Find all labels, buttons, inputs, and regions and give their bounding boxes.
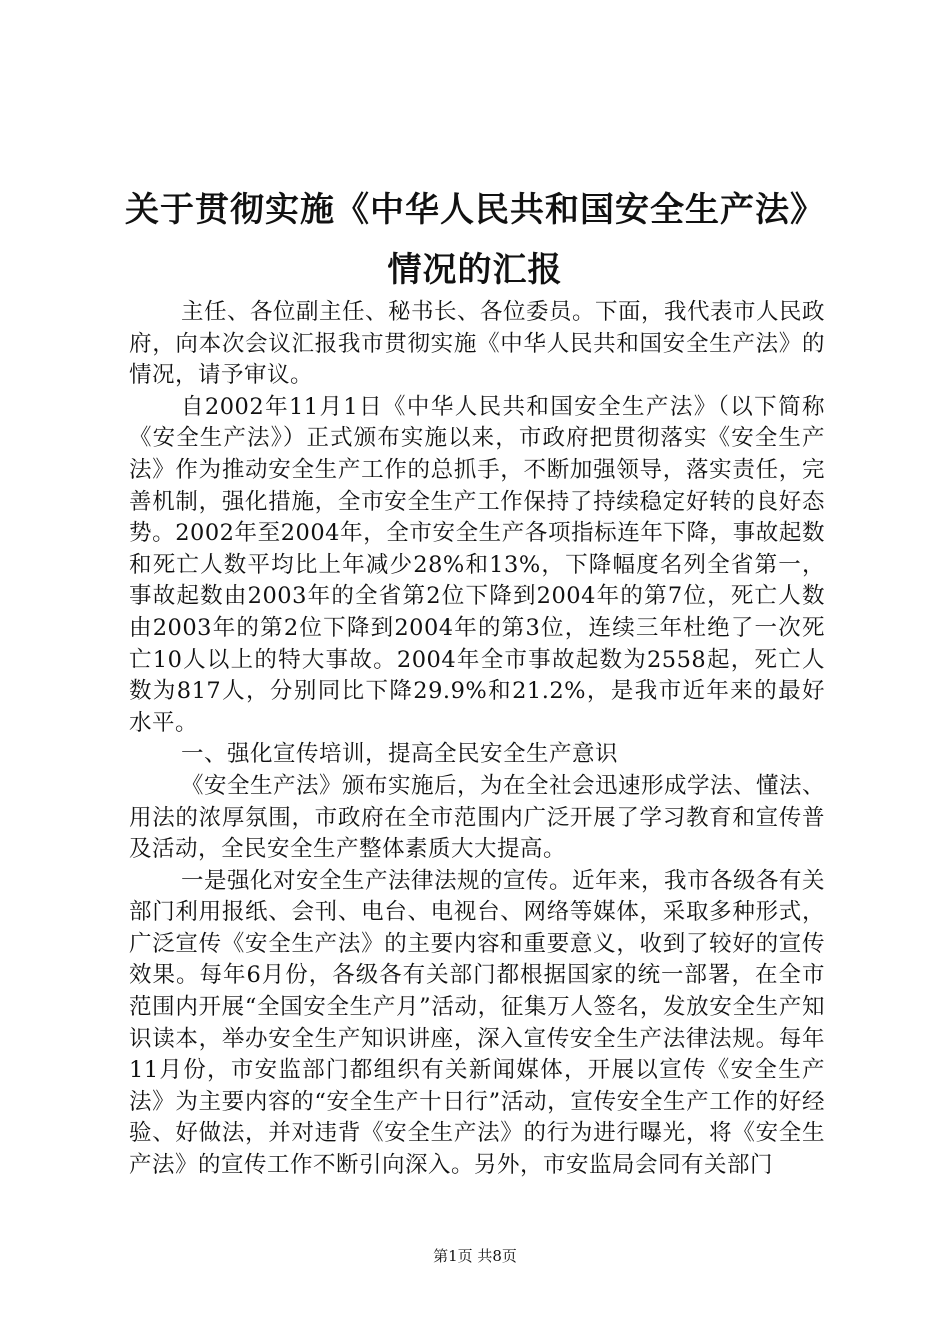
paragraph-overview: 自2002年11月1日《中华人民共和国安全生产法》（以下简称《安全生产法》）正式颁布实施以来，市政府把贯彻落实《安全生产法》作为推动安全生产工作的总抓手，不断加强领导，落实责任，完善机制，强化措施，全市安全生产工作保持了持续稳定好转的良好态势。2002年至2004年，全市安全生产各项指标连年下降，事故起数和死亡人数平均比上年减少28%和13%，下降幅度名列全省第一，事故起数由2003年的全省第2位下降到2004年的第7位，死亡人数由2003年的第2位下降到2004年的第3位，连续三年杜绝了一次死亡10人以上的特大事故。2004年全市事故起数为2558起，死亡人数为817人，分别同比下降29.9%和21.2%，是我市近年来的最好水平。 xyxy=(129,393,825,736)
document-body xyxy=(129,297,825,1182)
document-title-line2: 情况的汇报 xyxy=(387,250,563,290)
page-footer: 第1页 共8页 xyxy=(433,1247,517,1265)
section-heading-1: 一、强化宣传培训，提高全民安全生产意识 xyxy=(181,741,619,768)
paragraph-section-intro: 《安全生产法》颁布实施后，为在全社会迅速形成学法、懂法、用法的浓厚氛围，市政府在全市范围内广泛开展了学习教育和宣传普及活动，全民安全生产整体素质大大提高。 xyxy=(129,772,826,863)
paragraph-publicity: 一是强化对安全生产法律法规的宣传。近年来，我市各级各有关部门利用报纸、会刊、电台、电视台、网络等媒体，采取多种形式，广泛宣传《安全生产法》的主要内容和重要意义，收到了较好的宣传效果。每年6月份，各级各有关部门都根据国家的统一部署，在全市范围内开展“全国安全生产月”活动，征集万人签名，发放安全生产知识读本，举办安全生产知识讲座，深入宣传安全生产法律法规。每年11月份，市安监部门都组织有关新闻媒体，开展以宣传《安全生产法》为主要内容的“安全生产十日行”活动，宣传安全生产工作的好经验、好做法，并对违背《安全生产法》的行为进行曝光，将《安全生产法》的宣传工作不断引向深入。另外，市安监局会同有关部门 xyxy=(129,867,826,1179)
document-title-line1: 关于贯彻实施《中华人民共和国安全生产法》 xyxy=(125,190,825,230)
paragraph-opening: 主任、各位副主任、秘书长、各位委员。下面，我代表市人民政府，向本次会议汇报我市贯彻实施《中华人民共和国安全生产法》的情况，请予审议。 xyxy=(129,299,826,389)
